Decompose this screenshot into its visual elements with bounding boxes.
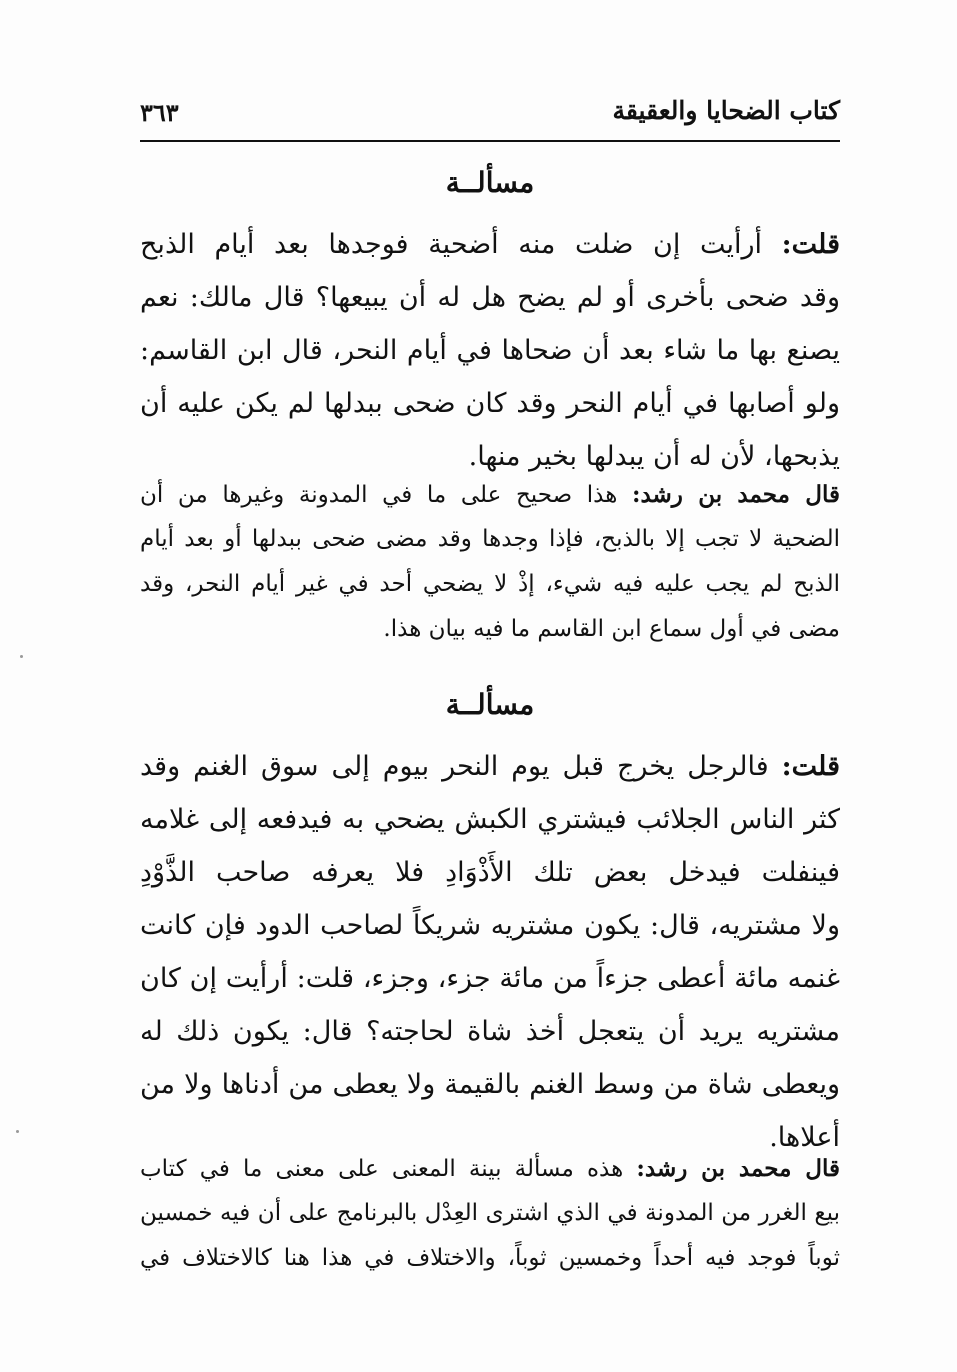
text-line: يذبحها، لأن له أن يبدلها بخير منها. (468, 441, 840, 472)
question-paragraph (140, 740, 840, 1164)
text-line: الضحية لا تجب إلا بالذبح، فإذا وجدها وقد مضى ضحى ببدلها أو بعد أيام (140, 526, 840, 552)
text-line: فينفلت فيدخل بعض تلك الأَذْوَادِ فلا يعرفه صاحب الذَّوْدِ (140, 857, 840, 888)
line-text: أرأيت إن ضلت منه أضحية فوجدها بعد أيام الذبح (140, 229, 763, 260)
text-line: يصنع بها ما شاء بعد أن ضحاها في أيام النحر، قال ابن القاسم: (140, 335, 840, 366)
commentary-lead: قال محمد بن رشد: (631, 481, 840, 508)
section-heading: مسألــة (445, 688, 535, 721)
scan-speck (16, 1130, 19, 1133)
page-number: ٣٦٣ (140, 98, 179, 127)
commentary-lead: قال محمد بن رشد: (636, 1155, 840, 1182)
text-line (140, 1146, 840, 1191)
commentary-paragraph (140, 472, 840, 652)
line-text: هذه مسألة بينة المعنى على معنى ما في كتاب (140, 1156, 624, 1182)
question-paragraph (140, 218, 840, 483)
text-line: ولا مشتريه، قال: يكون مشتريه شريكاً لصاحب الدود فإن كانت (140, 910, 840, 941)
line-text: هذا صحيح على ما في المدونة وغيرها من أن (140, 482, 618, 508)
text-line: الذبح لم يجب عليه فيه شيء، إذْ لا يضحي أحد في غير أيام النحر، وقد (140, 571, 840, 597)
text-line: كثر الناس الجلائب فيشتري الكبش يضحي به فيدفعه إلى غلامه (140, 804, 840, 835)
commentary-paragraph (140, 1146, 840, 1281)
text-line (140, 472, 840, 517)
text-line (140, 218, 840, 271)
text-line: بيع الغرر من المدونة في الذي اشترى العِدْل بالبرنامج على أن فيه خمسين (140, 1200, 840, 1226)
line-text: فالرجل يخرج قبل يوم النحر بيوم إلى سوق الغنم وقد (140, 751, 769, 782)
book-title: كتاب الضحايا والعقيقة (612, 96, 840, 125)
text-line: غنمه مائة أعطى جزءاً من مائة جزء، وجزء، قلت: أرأيت إن كان (140, 963, 840, 994)
text-line: أعلاها. (769, 1122, 840, 1153)
question-lead: قلت: (781, 751, 840, 782)
text-line: ثوباً فوجد فيه أحداً وخمسين ثوباً، والاختلاف في هذا هنا كالاختلاف في (140, 1245, 840, 1271)
text-line (140, 740, 840, 793)
scan-speck (20, 655, 23, 658)
text-line: وقد ضحى بأخرى أو لم يضح هل له أن يبيعها؟ قال مالك: نعم (140, 282, 840, 313)
text-line: ويعطى شاة من وسط الغنم بالقيمة ولا يعطى من أدناها ولا من (140, 1069, 840, 1100)
text-line: مشتريه يريد أن يتعجل أخذ شاة لحاجته؟ قال: يكون ذلك له (140, 1016, 840, 1047)
text-line: ولو أصابها في أيام النحر وقد كان ضحى ببدلها لم يكن عليه أن (140, 388, 840, 419)
question-lead: قلت: (781, 229, 840, 260)
text-line: مضى في أول سماع ابن القاسم ما فيه بيان هذا. (383, 616, 840, 642)
section-heading: مسألــة (445, 166, 535, 199)
page-header (140, 88, 840, 142)
